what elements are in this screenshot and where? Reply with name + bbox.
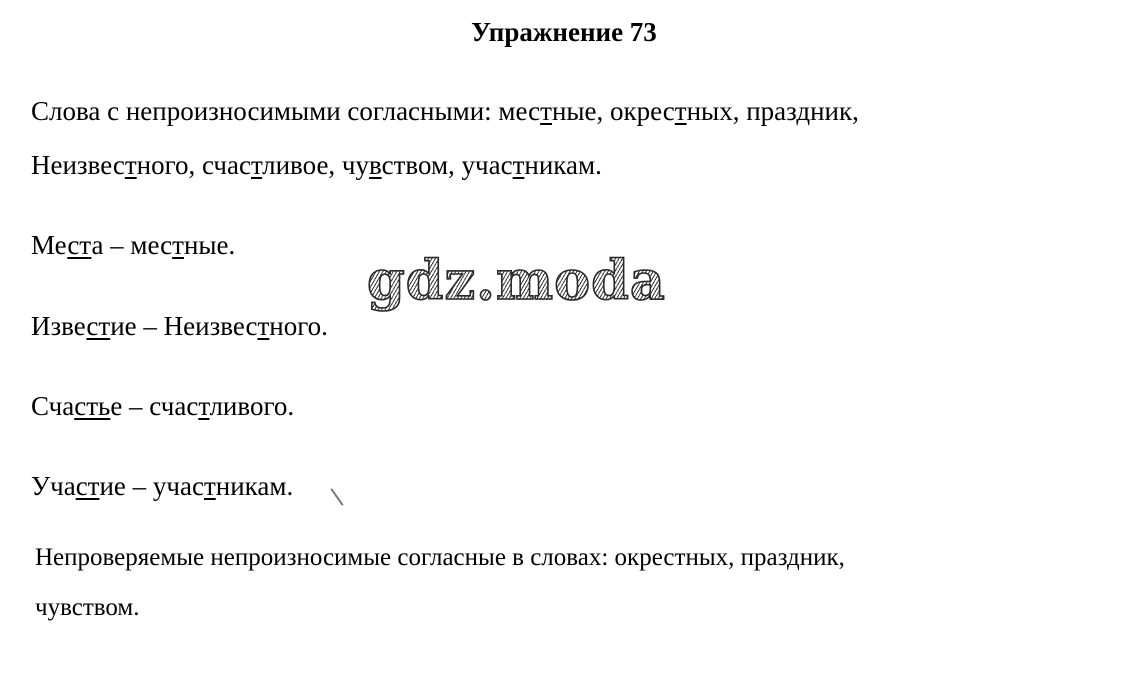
- underlined-letter: д: [796, 96, 811, 126]
- watermark-logo: gdz.moda: [367, 248, 666, 312]
- word-pair-4: [31, 469, 293, 503]
- text-segment: Неизвес: [31, 150, 125, 180]
- text-segment: Сча: [31, 391, 75, 421]
- text-segment: Слова с непроизносимыми согласными: мес: [31, 96, 541, 126]
- underlined-letter: т: [198, 391, 210, 421]
- underlined-letter: в: [369, 150, 382, 180]
- stray-mark: [330, 488, 343, 506]
- underlined-letter: т: [172, 230, 184, 260]
- text-segment: а – мес: [91, 230, 173, 260]
- text-segment: ством, учас: [381, 150, 513, 180]
- text-segment: ные, окрес: [551, 96, 675, 126]
- underlined-letters: ст: [75, 471, 100, 501]
- text-segment: ные.: [183, 230, 236, 260]
- exercise-title: Упражнение 73: [471, 17, 657, 47]
- underlined-letter: т: [203, 471, 216, 501]
- text-segment: ие – учас: [99, 471, 204, 501]
- text-segment: Изве: [31, 311, 87, 341]
- note-line-2: чувством.: [35, 594, 140, 621]
- underlined-letters: ст: [86, 311, 111, 341]
- underlined-letter: т: [257, 311, 270, 341]
- text-segment: ного, счас: [136, 150, 251, 180]
- word-pair-3: [31, 389, 294, 423]
- text-line-2: [31, 148, 602, 182]
- text-segment: ливое, чу: [262, 150, 370, 180]
- underlined-letter: т: [124, 150, 137, 180]
- text-segment: ник,: [810, 96, 859, 126]
- underlined-letter: т: [512, 150, 525, 180]
- text-segment: ного.: [269, 311, 328, 341]
- underlined-letter: т: [250, 150, 263, 180]
- text-segment: Уча: [31, 471, 76, 501]
- note-line-1: Непроверяемые непроизносимые согласные в словах: окрестных, праздник,: [35, 544, 845, 571]
- underlined-letters: ст: [67, 230, 92, 260]
- underlined-letters: сть: [74, 391, 111, 421]
- word-pair-2: [31, 309, 328, 343]
- text-segment: ие – Неизвес: [110, 311, 258, 341]
- text-segment: ливого.: [209, 391, 295, 421]
- text-segment: никам.: [215, 471, 294, 501]
- underlined-letter: т: [674, 96, 687, 126]
- underlined-letter: т: [540, 96, 552, 126]
- text-segment: никам.: [524, 150, 602, 180]
- text-segment: е – счас: [110, 391, 199, 421]
- text-segment: Ме: [31, 230, 68, 260]
- word-pair-1: [31, 228, 235, 262]
- text-line-1: [31, 94, 859, 128]
- text-segment: ных, праз: [686, 96, 797, 126]
